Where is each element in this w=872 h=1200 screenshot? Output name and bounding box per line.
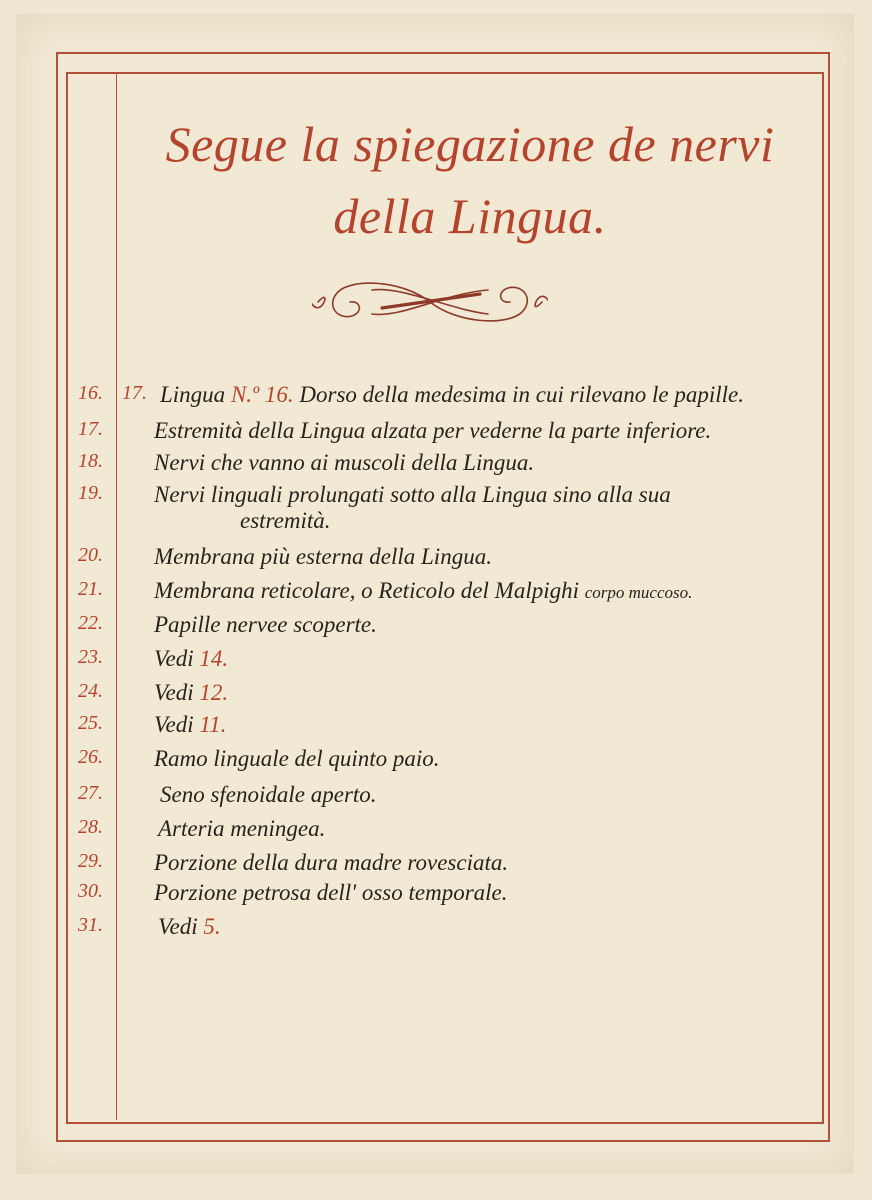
entry-text: Vedi 5. bbox=[158, 914, 221, 939]
entry-text: Porzione della dura madre rovesciata. bbox=[154, 850, 509, 875]
entry-number: 23. bbox=[78, 646, 103, 668]
entry-number: 25. bbox=[78, 712, 103, 734]
page-title bbox=[130, 108, 810, 252]
entry-number: 16. bbox=[78, 382, 103, 404]
entry-number: 18. bbox=[78, 450, 103, 472]
entry-number: 26. bbox=[78, 746, 103, 768]
entry-text: Vedi 11. bbox=[154, 712, 227, 737]
entry-number: 19. bbox=[78, 482, 103, 504]
entry-reference: 5. bbox=[203, 914, 221, 939]
entry-number: 30. bbox=[78, 880, 103, 902]
title-line-1: Segue la spiegazione de nervi bbox=[165, 116, 775, 172]
entry-text: Nervi che vanno ai muscoli della Lingua. bbox=[154, 450, 535, 475]
entry-text: Papille nervee scoperte. bbox=[154, 612, 377, 637]
entry-text: Seno sfenoidale aperto. bbox=[160, 782, 377, 807]
title-line-2: della Lingua. bbox=[333, 188, 607, 244]
entry-note: corpo muccoso. bbox=[584, 583, 693, 602]
entry-text: Membrana reticolare, o Reticolo del Malpighi corpo muccoso. bbox=[154, 578, 693, 603]
entry-number: 17. bbox=[78, 418, 103, 440]
entry-text: Ramo linguale del quinto paio. bbox=[154, 746, 440, 771]
entry-number-secondary: 17. bbox=[122, 382, 147, 404]
entry-text: Nervi linguali prolungati sotto alla Lingua sino alla sua bbox=[154, 482, 671, 507]
entry-text: Estremità della Lingua alzata per vederne la parte inferiore. bbox=[154, 418, 712, 443]
entry-text: Lingua N.º 16. Dorso della medesima in cui rilevano le papille. bbox=[160, 382, 745, 407]
entry-reference: 11. bbox=[199, 712, 227, 737]
entry-number: 29. bbox=[78, 850, 103, 872]
entry-text-continuation: estremità. bbox=[240, 508, 331, 533]
flourish-ornament bbox=[312, 274, 548, 330]
entry-reference: 12. bbox=[199, 680, 229, 705]
entry-number: 27. bbox=[78, 782, 103, 804]
entry-text: Membrana più esterna della Lingua. bbox=[154, 544, 492, 569]
entry-number: 31. bbox=[78, 914, 103, 936]
entry-reference: 14. bbox=[199, 646, 229, 671]
entry-number: 28. bbox=[78, 816, 103, 838]
entry-text: Porzione petrosa dell' osso temporale. bbox=[154, 880, 508, 905]
entry-number: 22. bbox=[78, 612, 103, 634]
entry-text: Vedi 12. bbox=[154, 680, 229, 705]
entry-number: 24. bbox=[78, 680, 103, 702]
entry-number: 21. bbox=[78, 578, 103, 600]
entry-number: 20. bbox=[78, 544, 103, 566]
entry-text: Arteria meningea. bbox=[158, 816, 326, 841]
entry-text: Vedi 14. bbox=[154, 646, 229, 671]
entry-reference: N.º 16. bbox=[230, 382, 294, 407]
